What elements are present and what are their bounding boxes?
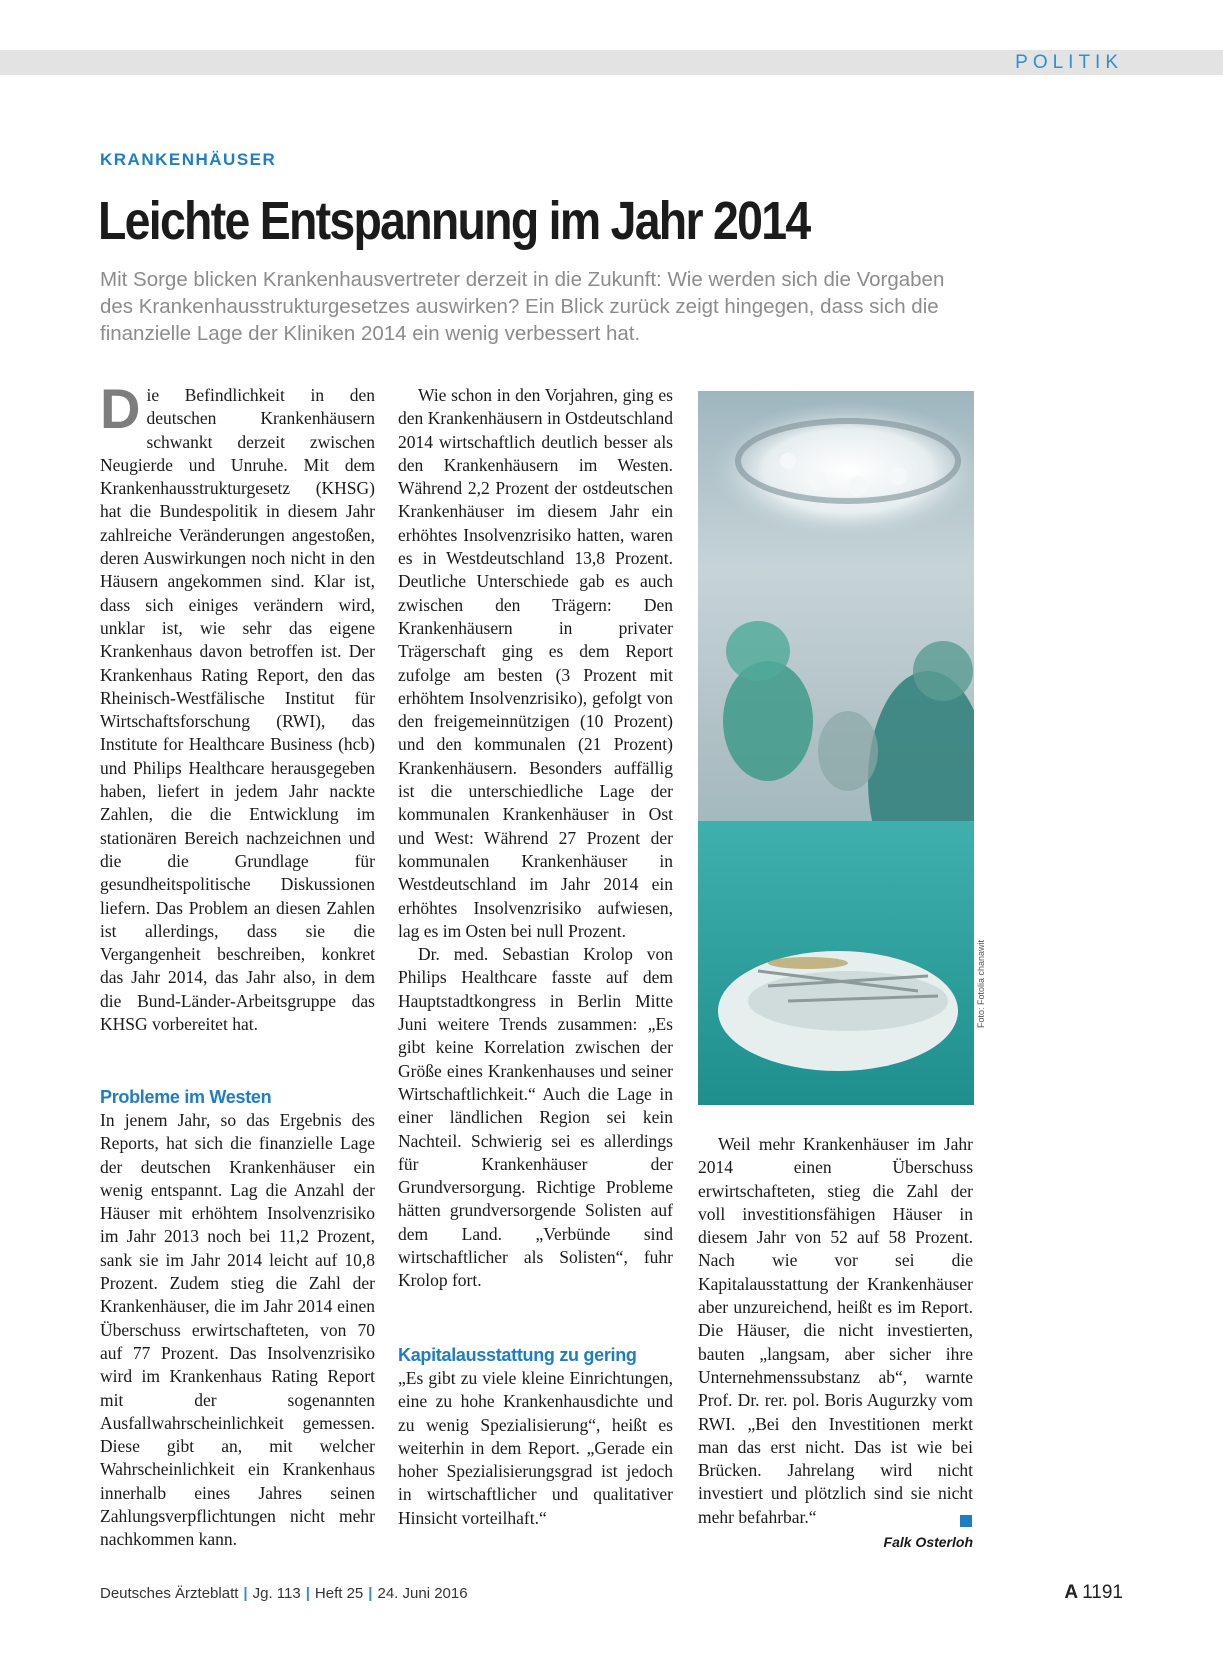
paragraph-specialisation: „Es gibt zu viele kleine Einrichtungen, eine zu hohe Krankenhausdichte und zu wenig Spezialisierung“, heißt es weiterhin in dem Report. „Gerade ein hoher Spezialisierungsgrad ist jedoch in wirtschaftlicher und qualitativer Hinsicht vorteilhaft.“ <box>398 1368 673 1528</box>
subheading-west: Probleme im Westen <box>100 1087 272 1107</box>
column-1 <box>100 377 375 1036</box>
footer-separator: | <box>368 1585 373 1602</box>
paragraph-intro <box>100 377 375 1036</box>
article-kicker: KRANKENHÄUSER <box>100 150 277 169</box>
column-1-continued <box>100 1109 375 1552</box>
paragraph-report: In jenem Jahr, so das Ergebnis des Reports, hat sich die finanzielle Lage der deutschen Krankenhäuser ein wenig entspannt. Lag die Anzahl der Häuser mit erhöhtem Insolvenzrisiko im Jahr 2013 noch bei 11,2 Prozent, sank sie im Jahr 2014 leicht auf 10,8 Prozent. Zudem stieg die Zahl der Krankenhäuser, die im Jahr 2014 einen Überschuss erwirtschafteten, von 70 auf 77 Prozent. Das Insolvenzrisiko wird im Krankenhaus Rating Report mit der sogenannten Ausfallwahrscheinlichkeit gemessen. Diese gibt an, mit welcher Wahrscheinlichkeit ein Krankenhaus innerhalb eines Jahres seinen Zahlungsverpflichtungen nicht mehr nachkommen kann. <box>100 1110 375 1550</box>
page-prefix: A <box>1064 1582 1079 1603</box>
author-name: Falk Osterloh <box>883 1534 973 1550</box>
article-title: Leichte Entspannung im Jahr 2014 <box>98 191 810 251</box>
section-label: POLITIK <box>1015 52 1123 73</box>
column-2 <box>398 384 673 1293</box>
issue: Heft 25 <box>314 1585 364 1602</box>
paragraph-east-west: Wie schon in den Vorjahren, ging es den Krankenhäusern in Ostdeutschland 2014 wirtschaftlich deutlich besser als den Krankenhäusern im Westen. Während 2,2 Prozent der ostdeutschen Krankenhäuser im diesem Jahr ein erhöhtes Insolvenzrisiko hatten, waren es in Westdeutschland 13,8 Prozent. Deutliche Unterschiede gab es auch zwischen den Trägern: Den Krankenhäusern in privater Trägerschaft ging es dem Report zufolge am besten (3 Prozent mit erhöhtem Insolvenzrisiko), gefolgt von den freigemeinnützigen (10 Prozent) und den kommunalen (21 Prozent) Krankenhäusern. Besonders auffällig ist die unterschiedliche Lage der kommunalen Krankenhäuser in Ost und West: Während 27 Prozent der kommunalen Krankenhäuser in Westdeutschland im Jahr 2014 ein erhöhtes Insolvenzrisiko aufwiesen, lag es im Osten bei null Prozent. <box>398 385 673 941</box>
surgery-photo <box>698 391 974 1105</box>
surgery-photo-illustration <box>698 391 974 1105</box>
footer-separator: | <box>305 1585 310 1602</box>
paragraph-intro-text: ie Befindlichkeit in den deutschen Krankenhäusern schwankt derzeit zwischen Neugierde und Unruhe. Mit dem Krankenhausstrukturgesetz (KHSG) hat die Bundespolitik in diesem Jahr zahlreiche Veränderungen angestoßen, deren Auswirkungen noch nicht in den Häusern angekommen sind. Klar ist, dass sich einiges verändern wird, unklar ist, wie sehr das eigene Krankenhaus davon betroffen ist. Der Krankenhaus Rating Report, den das Rheinisch-Westfälische Institut für Wirtschaftsforschung (RWI), das Institute for Healthcare Business (hcb) und Philips Healthcare herausgegeben haben, liefert in jedem Jahr nackte Zahlen, die die Entwicklung im stationären Bereich nachzeichnen und die die Grundlage für gesundheitspolitische Diskussionen liefern. Das Problem an diesen Zahlen ist allerdings, dass sie die Vergangenheit beschreiben, konkret das Jahr 2014, das Jahr also, in dem die Bund-Länder-Arbeitsgruppe das KHSG vorbereitet hat. <box>100 385 375 1035</box>
paragraph-krolop: Dr. med. Sebastian Krolop von Philips Healthcare fasste auf dem Hauptstadtkongress in Berlin Mitte Juni weitere Trends zusammen: „Es gibt keine Korrelation zwischen der Größe eines Krankenhauses und seiner Wirtschaftlichkeit.“ Auch die Lage in einer ländlichen Region sei kein Nachteil. Schwierig sei es allerdings für Krankenhäuser der Grundversorgung. Richtige Probleme hätten grundversorgende Solisten auf dem Land. „Verbünde sind wirtschaftlicher als Solisten“, fuhr Krolop fort. <box>398 944 673 1291</box>
subheading-capital: Kapitalausstattung zu gering <box>398 1345 637 1365</box>
footer-separator: | <box>243 1585 248 1602</box>
issue-date: 24. Juni 2016 <box>377 1585 468 1602</box>
end-mark <box>960 1515 972 1527</box>
volume: Jg. 113 <box>252 1585 301 1602</box>
publication-name: Deutsches Ärzteblatt <box>100 1585 239 1602</box>
column-3 <box>698 1133 973 1529</box>
page-number <box>1064 1582 1123 1604</box>
column-2-continued <box>398 1367 673 1530</box>
page-number-value: 1191 <box>1082 1582 1123 1603</box>
article-lead: Mit Sorge blicken Krankenhausvertreter derzeit in die Zukunft: Wie werden sich die Vorgaben des Krankenhausstrukturgesetzes auswirken? Ein Blick zurück zeigt hingegen, dass sich die finanzielle Lage der Kliniken 2014 ein wenig verbessert hat. <box>100 268 945 345</box>
drop-cap: D <box>100 377 141 440</box>
paragraph-investment: Weil mehr Krankenhäuser im Jahr 2014 einen Überschuss erwirtschafteten, stieg die Zahl der voll investitionsfähigen Häuser in diesem Jahr von 52 auf 58 Prozent. Nach wie vor sei die Kapitalausstattung der Krankenhäuser aber unzureichend, heißt es im Report. Die Häuser, die nicht investierten, bauten „langsam, aber sicher ihre Unternehmenssubstanz ab“, warnte Prof. Dr. rer. pol. Boris Augurzky vom RWI. „Bei den Investitionen merkt man das erst nicht. Das ist wie bei Brücken. Jahrelang wird nicht investiert und plötzlich sind sie nicht mehr befahrbar.“ <box>698 1134 973 1527</box>
photo-credit: Foto: Fotolia chanawit <box>976 939 986 1028</box>
page-footer <box>100 1585 468 1605</box>
